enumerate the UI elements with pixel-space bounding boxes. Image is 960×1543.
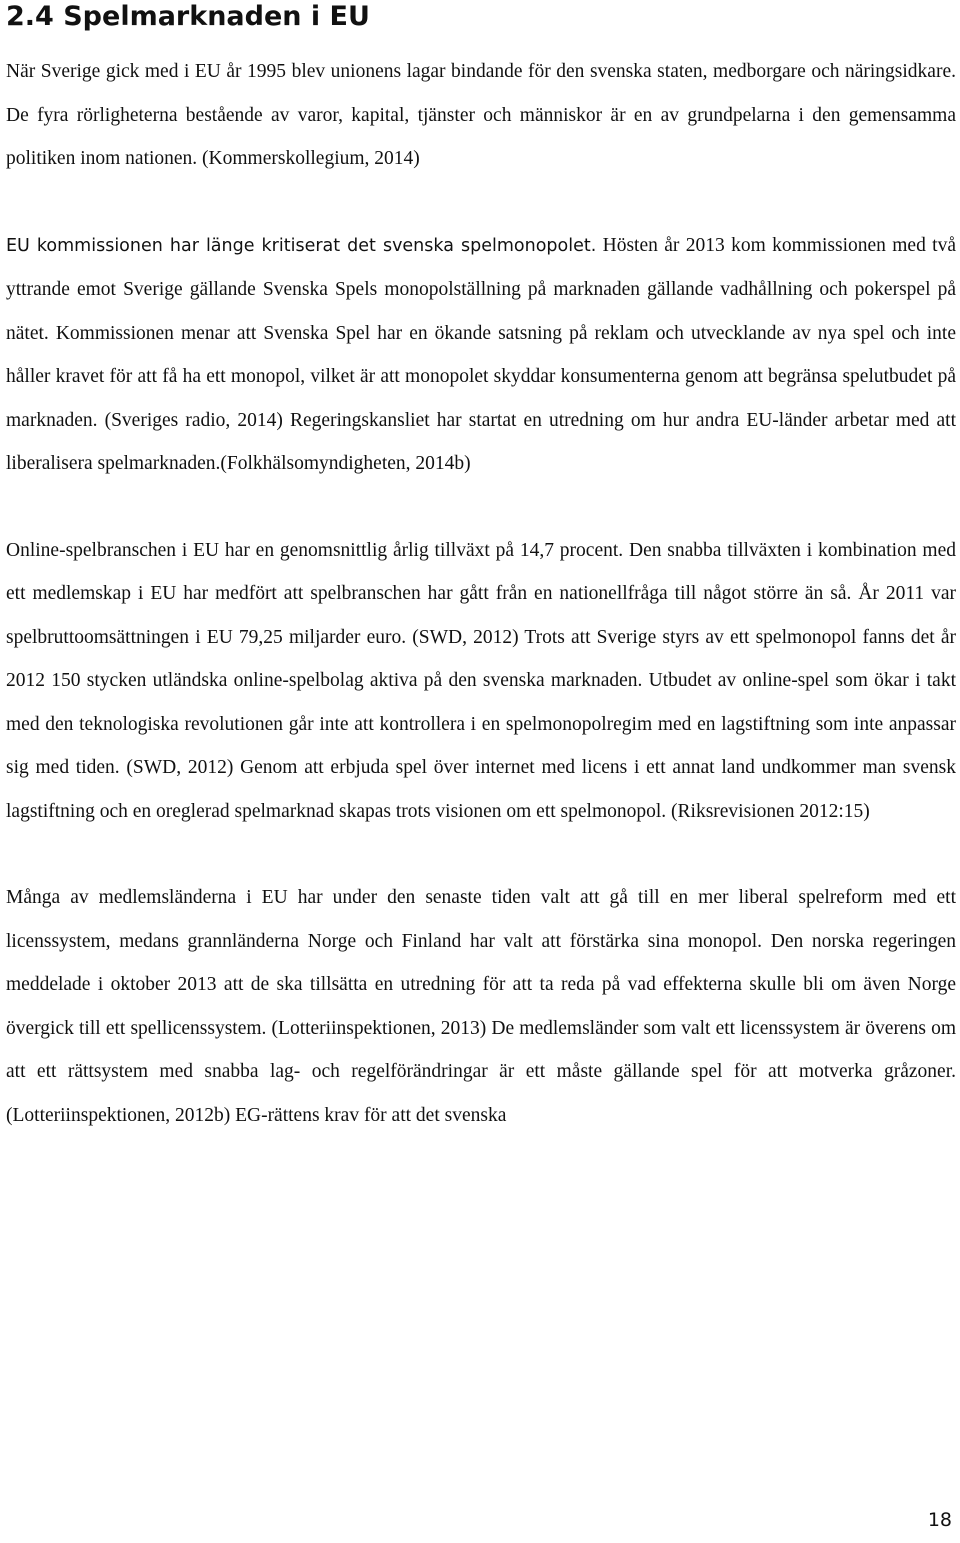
section-heading: 2.4 Spelmarknaden i EU: [6, 1, 370, 32]
paragraph-online-growth: Online-spelbranschen i EU har en genomsnittlig årlig tillväxt på 14,7 procent. Den snabba tillväxten i kombination med ett medlemskap i EU har medfört att spelbranschen har gått från en nationellfråga till något större än så. År 2011 var spelbruttoomsättningen i EU 79,25 miljarder euro. (SWD, 2012) Trots att Sverige styrs av ett spelmonopol fanns det år 2012 150 stycken utländska online-spelbolag aktiva på den svenska marknaden. Utbudet av online-spel som ökar i takt med den teknologiska revolutionen går inte att kontrollera i en spelmonopolregim med en lagstiftning som inte anpassar sig med tiden. (SWD, 2012) Genom att erbjuda spel över internet med licens i ett annat land undkommer man svensk lagstiftning och en oreglerad spelmarknad skapas trots visionen om ett spelmonopol. (Riksrevisionen 2012:15): [6, 539, 956, 822]
document-page: [6, 0, 956, 1137]
paragraph-body-text: Hösten år 2013 kom kommissionen med två yttrande emot Sverige gällande Svenska Spels monopolställning på marknaden gällande vadhållning och pokerspel på nätet. Kommissionen menar att Svenska Spel har en ökande satsning på reklam och utvecklande av nya spel och inte håller kravet för att få ha ett monopol, vilket är att monopolet skyddar konsumenterna genom att begränsa spelutbudet på marknaden. (Sveriges radio, 2014) Regeringskansliet har startat en utredning om hur andra EU-länder arbetar med att liberalisera spelmarknaden.(Folkhälsomyndigheten, 2014b): [6, 234, 956, 474]
page-number: 18: [927, 1509, 952, 1531]
paragraph-member-states: Många av medlemsländerna i EU har under den senaste tiden valt att gå till en mer liberal spelreform med ett licenssystem, medans grannländerna Norge och Finland har valt att förstärka sina monopol. Den norska regeringen meddelade i oktober 2013 att de ska tillsätta en utredning för att ta reda på vad effekterna skulle bli om även Norge övergick till ett spellicenssystem. (Lotteriinspektionen, 2013) De medlemsländer som valt ett licenssystem är överens om att ett rättsystem med snabba lag- och regelförändringar är ett måste gällande spel för att motverka gråzoner. (Lotteriinspektionen, 2012b) EG-rättens krav för att det svenska: [6, 887, 956, 1126]
paragraph-eu-membership: När Sverige gick med i EU år 1995 blev unionens lagar bindande för den svenska staten, medborgare och näringsidkare. De fyra rörligheterna bestående av varor, kapital, tjänster och människor är en av grundpelarna i den gemensamma politiken inom nationen. (Kommerskollegium, 2014): [6, 61, 956, 169]
paragraph-lead-sentence: EU kommissionen har länge kritiserat det svenska spelmonopolet.: [6, 235, 597, 256]
paragraph-commission-criticism: [6, 224, 956, 486]
